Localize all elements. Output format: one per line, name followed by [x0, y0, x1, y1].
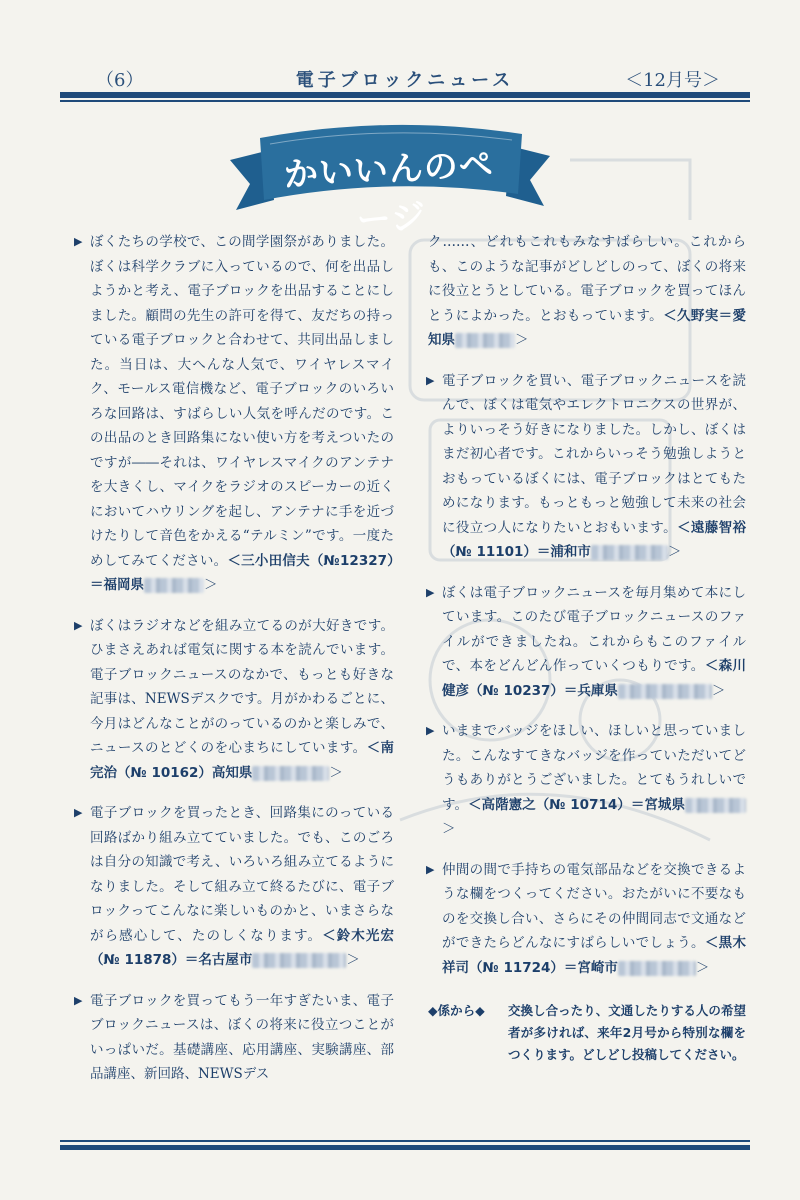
page-header [60, 60, 750, 100]
letter-item [428, 230, 746, 353]
letter-item [76, 230, 394, 598]
issue-label: ＜12月号＞ [625, 70, 720, 91]
banner-title: かいいんのページ [282, 144, 495, 241]
letter-marker-icon: ▶ [426, 373, 435, 387]
signature-end: ＞ [667, 544, 682, 560]
letter-body: ぼくは電子ブロックニュースを毎月集めて本にしています。このたび電子ブロックニュースのファイルができましたね。これからもこのファイルで、本をどんどん作っていくつもりです。 [442, 584, 746, 674]
signature-end: ＞ [329, 764, 343, 781]
letter-signature: ＜遠藤智裕（№ 11101）＝浦和市 [442, 519, 747, 560]
letter-item [76, 614, 394, 786]
letter-signature: ＜久野実＝愛知県 [428, 307, 747, 348]
letter-item [428, 719, 746, 842]
letter-signature: ＜黒木祥司（№ 11724）＝宮崎市 [442, 935, 747, 976]
letter-marker-icon: ▶ [426, 724, 435, 737]
redacted-address [144, 578, 204, 593]
signature-end: ＞ [442, 821, 456, 837]
notice-label: ◆係から◆ [428, 1003, 485, 1018]
letter-signature: ＜南完治（№ 10162）高知県 [90, 740, 394, 781]
letter-item [76, 989, 394, 1087]
notice-text: 交換し合ったり、文通したりする人の希望者が多ければ、来年2月号から特別な欄をつくります。どしどし投稿してください。 [508, 1003, 746, 1062]
signature-end: ＞ [711, 682, 726, 699]
letter-item [76, 801, 394, 973]
page-number: （6） [96, 70, 144, 91]
redacted-address [685, 798, 746, 813]
letter-item [428, 581, 746, 704]
staff-notice [428, 1000, 746, 1066]
letter-signature: ＜三小田信夫（№12327）＝福岡県 [90, 552, 394, 593]
page-banner [230, 120, 550, 220]
redacted-address [252, 766, 329, 781]
signature-end: ＞ [204, 577, 218, 593]
letter-body: 電子ブロックを買ってもう一年すぎたいま、電子ブロックニュースは、ぼくの将来に役立つことがいっぱいだ。基礎講座、応用講座、実験講座、部品講座、新回路、NEWSデス [90, 992, 394, 1082]
letter-marker-icon: ▶ [426, 585, 435, 599]
redacted-address [252, 953, 346, 968]
letter-signature: ＜鈴木光宏（№ 11878）＝名古屋市 [90, 927, 394, 968]
signature-end: ＞ [346, 952, 360, 968]
letter-marker-icon: ▶ [426, 862, 435, 876]
letter-body: 電子ブロックを買い、電子ブロックニュースを読んで、ぼくは電気やエレクトロニクスの世界が、よりいっそう好きになりました。しかし、ぼくはまだ初心者です。これからいっそう勉強しようとおもっているぼくには、電子ブロックはとてもためになります。もっともっと勉強して未来の社会に役立つ人になりたいとおもいます。 [442, 372, 746, 536]
signature-end: ＞ [515, 332, 529, 348]
right-column [428, 230, 746, 1066]
letter-signature: ＜高階憲之（№ 10714）＝宮城県 [468, 796, 685, 813]
letter-body: 仲間の間で手持ちの電気部品などを交換できるような欄をつくってください。おたがいに不要なものを交換し合い、さらにその仲間同志で文通などができたらどんなにすばらしいでしょう。 [442, 861, 746, 951]
letter-item [428, 858, 746, 981]
letter-body: 電子ブロックを買ったとき、回路集にのっている回路ばかり組み立てていました。でも、このごろは自分の知識で考え、いろいろ組み立てるようになりました。そして組み立て終るたびに、電子ブロックってこんなに楽しいものかと、いまさらながら感心して、たのしくなります。 [90, 805, 394, 944]
redacted-address [455, 333, 515, 348]
letter-marker-icon: ▶ [74, 235, 83, 248]
left-column [76, 230, 394, 1103]
redacted-address [618, 961, 696, 976]
newsletter-title: 電子ブロックニュース [295, 70, 515, 91]
letter-marker-icon: ▶ [74, 618, 83, 632]
letter-marker-icon: ▶ [74, 806, 83, 819]
signature-end: ＞ [695, 959, 710, 976]
letter-item [428, 369, 746, 565]
header-rule [60, 92, 750, 102]
letter-marker-icon: ▶ [74, 993, 83, 1007]
redacted-address [618, 684, 712, 699]
redacted-address [591, 545, 668, 560]
letter-signature: ＜森川健彦（№ 10237）＝兵庫県 [442, 658, 746, 699]
letter-body: ぼくはラジオなどを組み立てるのが大好きです。ひまさえあれば電気に関する本を読んでいます。電子ブロックニュースのなかで、もっとも好きな記事は、NEWSデスクです。月がかわるごとに、今月はどんなことがのっているのかと楽しみで、ニュースのとどくのを心まちにしています。 [90, 617, 394, 756]
footer-rule [60, 1140, 750, 1150]
letter-body: ぼくたちの学校で、この間学園祭がありました。ぼくは科学クラブに入っているので、何を出品しようかと考え、電子ブロックを出品することにしました。顧問の先生の許可を得て、友だちの持っている電子ブロックと合わせて、共同出品しました。当日は、大へんな人気で、ワイヤレスマイク、モールス電信機など、電子ブロックのいろいろな回路は、すばらしい人気を呼んだのです。この出品のとき回路集にない使い方を考えついたのですが――それは、ワイヤレスマイクのアンテナを大きくし、マイクをラジオのスピーカーの近くにおいてハウリングを起し、アンテナに手を近づけたりして音色をかえる“テルミン”です。一度ためしてみてください。 [90, 234, 394, 569]
letter-body: ク……、どれもこれもみなすばらしい。これからも、このような記事がどしどしのって、ぼくの将来に役立とうとしている。電子ブロックを買ってほんとうによかった。とおもっています。 [428, 234, 746, 324]
letter-body: いままでバッジをほしい、ほしいと思っていました。こんなすてきなバッジを作っていただいてどうもありがとうございました。とてもうれしいです。 [442, 723, 746, 813]
